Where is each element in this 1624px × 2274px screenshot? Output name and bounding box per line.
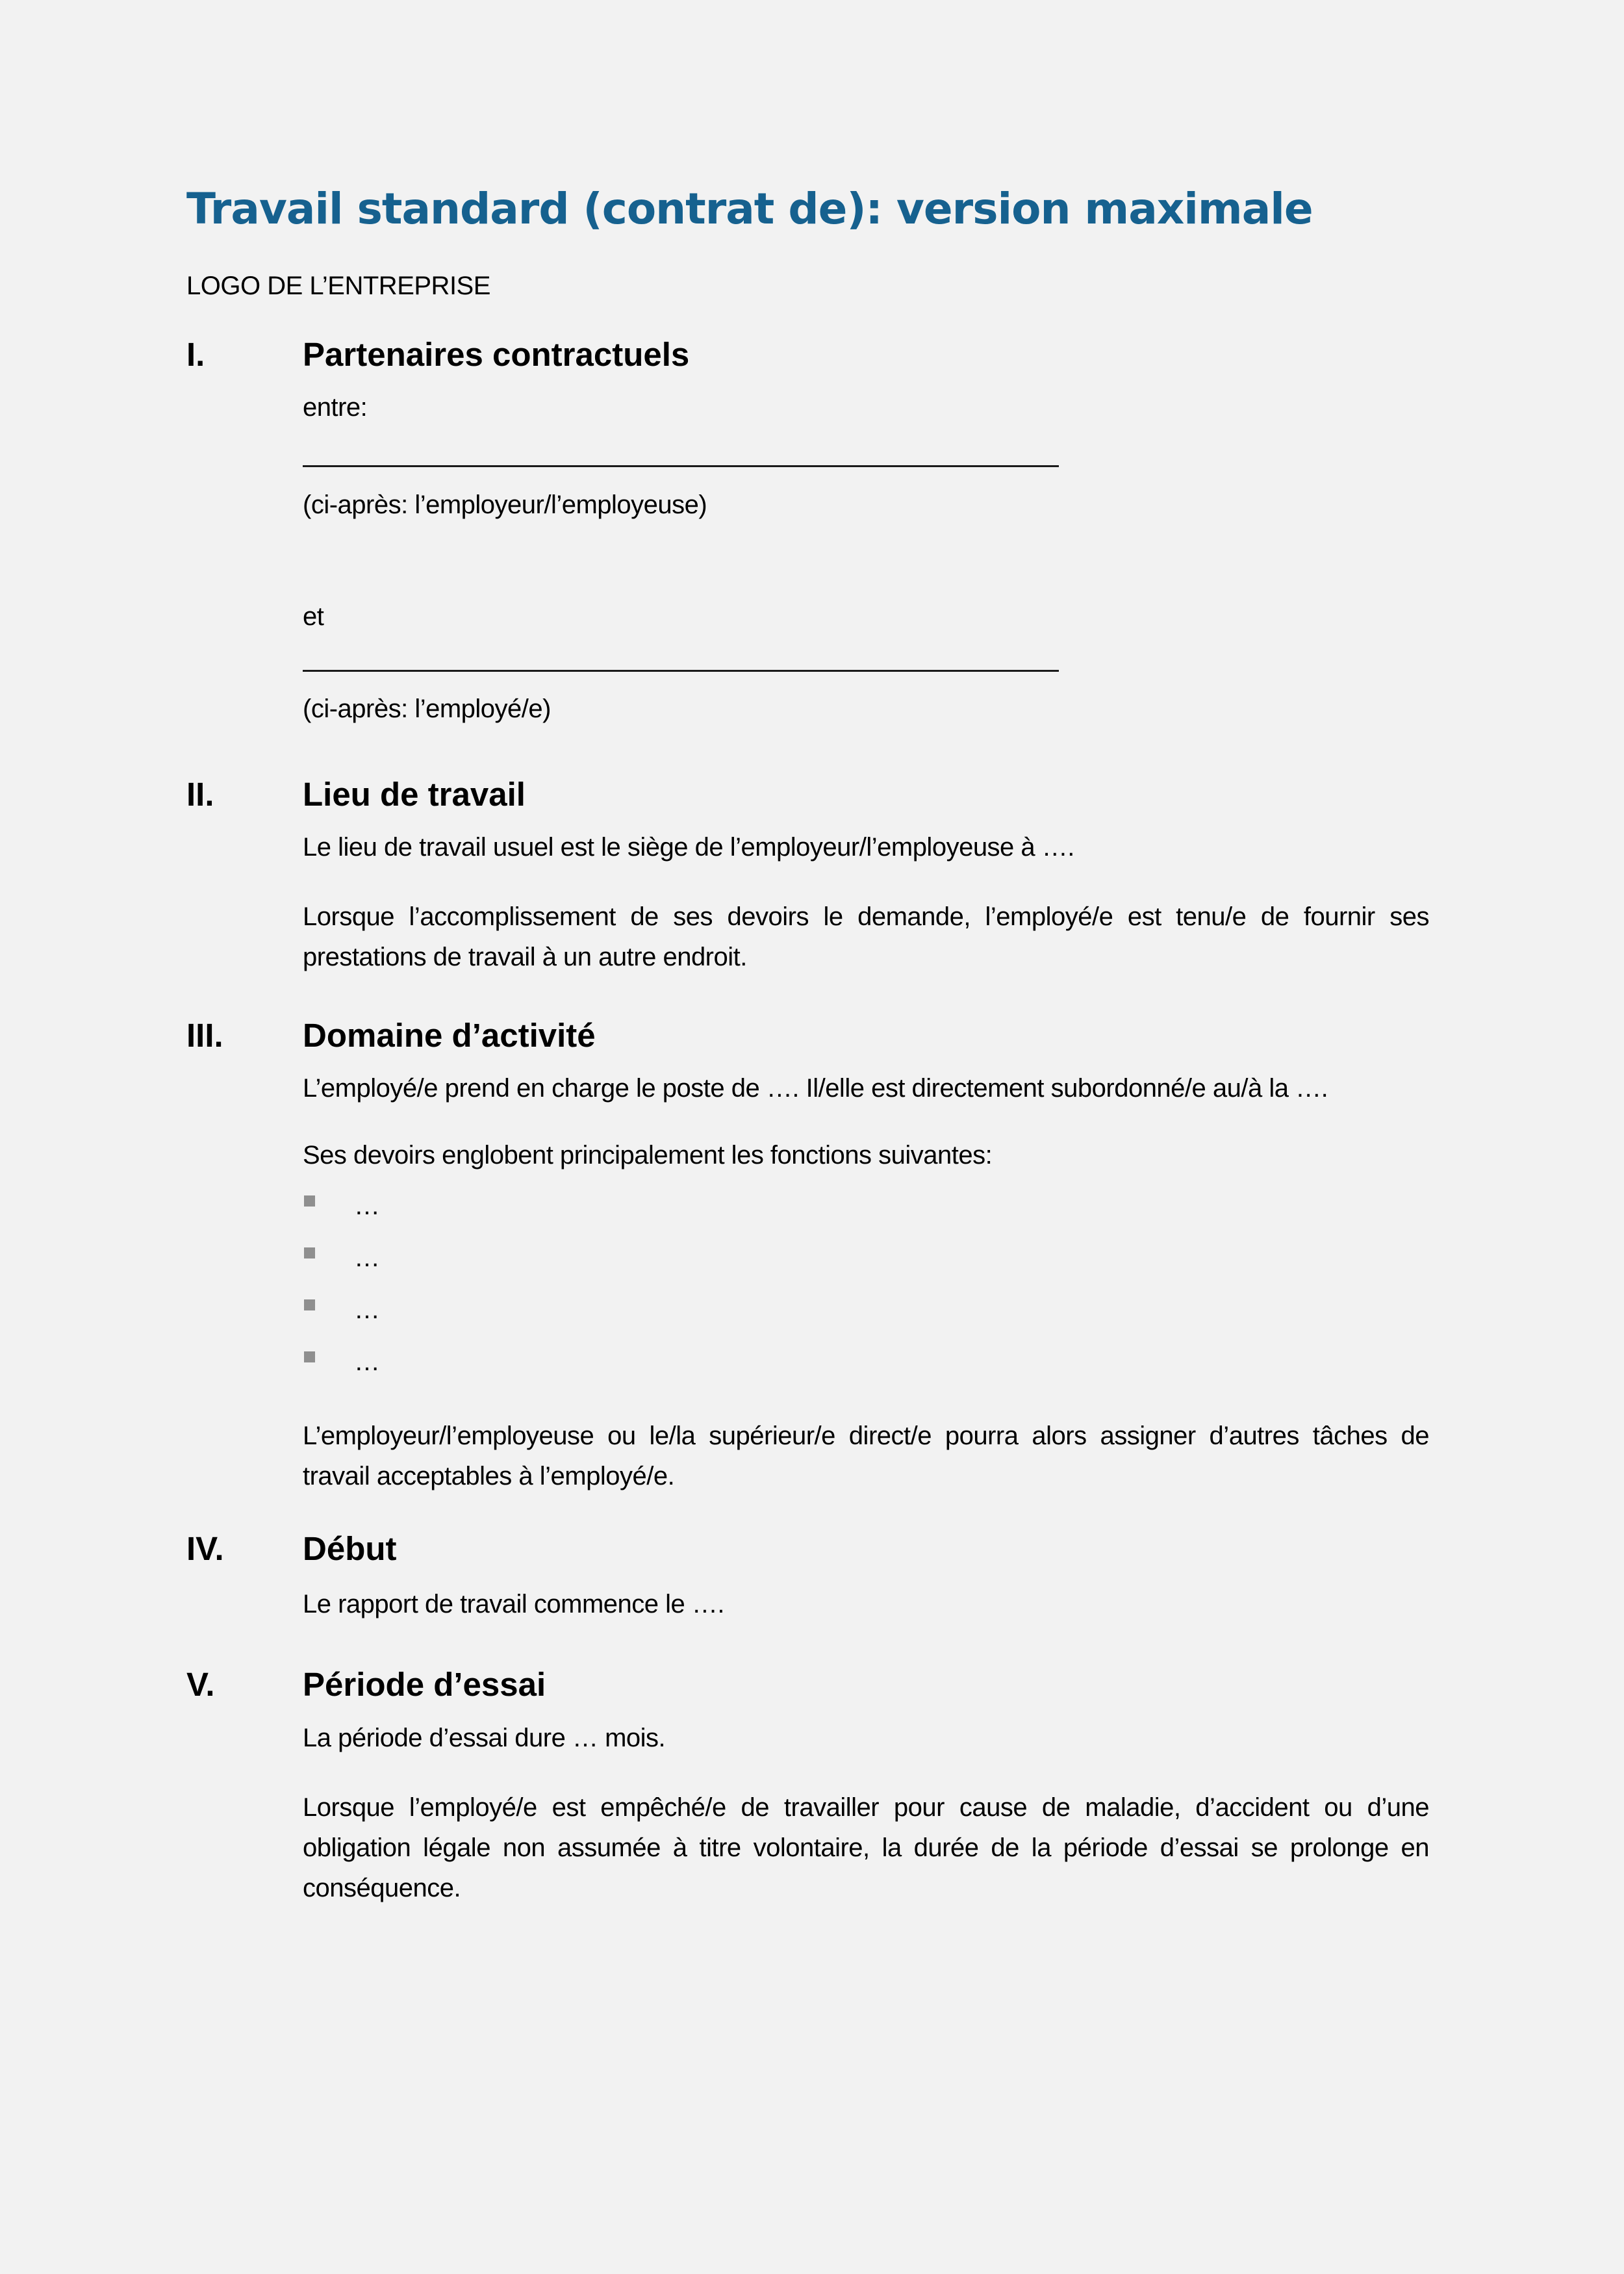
paragraph: Le lieu de travail usuel est le siège de l’employeur/l’employeuse à …. (303, 833, 1074, 862)
section-heading-text: Période d’essai (303, 1666, 546, 1703)
section-numeral: V. (186, 1666, 215, 1703)
logo-placeholder: LOGO DE L’ENTREPRISE (186, 272, 490, 300)
section-numeral: III. (186, 1017, 223, 1054)
section-heading-text: Lieu de travail (303, 776, 526, 813)
section-numeral: IV. (186, 1530, 224, 1567)
section-partenaires-contractuels (186, 333, 1447, 729)
paragraph-functions-intro: Ses devoirs englobent principalement les fonctions suivantes: (303, 1141, 993, 1169)
paragraph-et: et (303, 602, 324, 631)
section-domaine-activite (186, 1014, 1447, 1496)
paragraph: L’employé/e prend en charge le poste de …. Il/elle est directement subordonné/e au/à la …. (303, 1074, 1328, 1103)
document-title: Travail standard (contrat de): version maximale (186, 184, 1313, 234)
bullet-square-icon (304, 1299, 315, 1310)
fill-in-line-employee (303, 641, 1059, 672)
paragraph: Lorsque l’employé/e est empêché/e de travailler pour cause de maladie, d’accident ou d’une obligation légale non assumée à titre volontaire, la durée de la période d’essai se prolonge en conséquence. (303, 1793, 1429, 1902)
paragraph: Lorsque l’accomplissement de ses devoirs le demande, l’employé/e est tenu/e de fournir ses prestations de travail à un autre endroit. (303, 902, 1429, 971)
section-heading (186, 1663, 1447, 1706)
section-numeral: I. (186, 336, 205, 373)
bullet-item (303, 1342, 1429, 1382)
bullet-square-icon (304, 1351, 315, 1362)
paragraph-employee-note: (ci-après: l’employé/e) (303, 695, 551, 723)
bullet-text: … (354, 1296, 380, 1324)
section-heading (186, 333, 1447, 376)
bullet-item (303, 1238, 1429, 1278)
fill-in-line-employer (303, 437, 1059, 467)
section-numeral: II. (186, 776, 214, 813)
section-heading (186, 1527, 1447, 1570)
section-heading (186, 1014, 1447, 1057)
bullet-text: … (354, 1348, 380, 1376)
bullet-list (303, 1186, 1429, 1382)
paragraph-entre: entre: (303, 393, 368, 422)
section-heading-text: Début (303, 1530, 397, 1567)
section-lieu-de-travail (186, 773, 1447, 977)
bullet-square-icon (304, 1247, 315, 1258)
paragraph: La période d’essai dure … mois. (303, 1724, 666, 1752)
section-periode-essai (186, 1663, 1447, 1908)
bullet-item (303, 1186, 1429, 1226)
paragraph: Le rapport de travail commence le …. (303, 1590, 724, 1618)
section-debut (186, 1527, 1447, 1624)
section-heading-text: Partenaires contractuels (303, 336, 690, 373)
section-heading-text: Domaine d’activité (303, 1017, 596, 1054)
paragraph: L’employeur/l’employeuse ou le/la supérieur/e direct/e pourra alors assigner d’autres tâches de travail acceptables à l’employé/e. (303, 1422, 1429, 1490)
bullet-square-icon (304, 1195, 315, 1207)
bullet-item (303, 1290, 1429, 1330)
paragraph-employer-note: (ci-après: l’employeur/l’employeuse) (303, 491, 707, 519)
section-heading (186, 773, 1447, 816)
bullet-text: … (354, 1244, 380, 1272)
bullet-text: … (354, 1192, 380, 1220)
